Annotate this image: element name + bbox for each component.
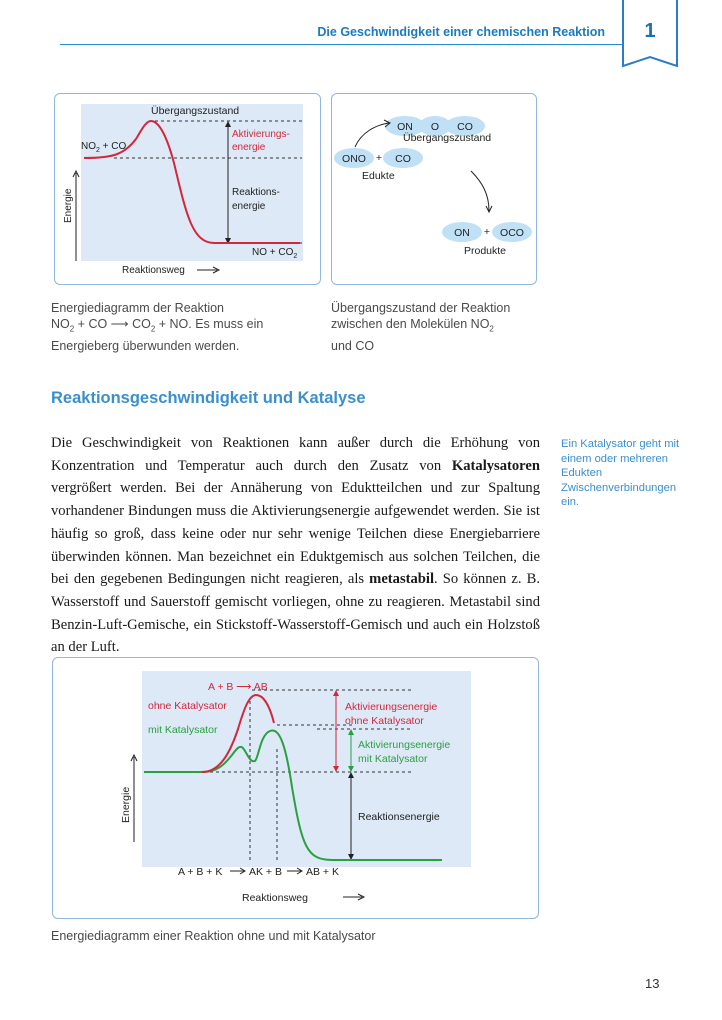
mol-co: CO [395,153,411,165]
d1-reaction-label-1: Reaktions- [232,187,280,198]
d3-reaction-label: Reaktionsenergie [358,811,440,823]
mol-co-top: CO [457,121,473,133]
energy-diagram [54,93,322,287]
mol-oco: OCO [500,227,524,239]
d3-act-with-1: Aktivierungsenergie [358,739,451,751]
catalyst-energy-diagram [52,657,542,923]
d3-act-without-1: Aktivierungsenergie [345,701,438,713]
d2-reactants-label: Edukte [362,170,395,182]
d1-transition-label: Übergangszustand [151,105,240,117]
d2-plus-2: + [483,226,491,238]
mol-on-product: ON [454,227,470,239]
d1-reactants-label: $NO_2$ + CO [81,141,127,154]
d2-products-label: Produkte [464,245,507,257]
d3-path-label-1: A + B + K [178,866,223,878]
diagram2-caption [331,300,551,354]
mol-on-top: ON [397,121,413,133]
d2-caption-line1: Übergangszustand der Reaktion [331,301,511,315]
d1-products-label: NO + $CO_2$ [252,247,298,260]
d1-axis-y: Energie [63,188,74,223]
section-heading: Reaktionsgeschwindigkeit und Katalyse [51,389,366,407]
d1-activation-label-1: Aktivierungs- [232,129,290,140]
running-header-title: Die Geschwindigkeit einer chemischen Reaktion [317,25,605,39]
margin-note: Ein Katalysator geht mit einem oder mehreren Edukten Zwischenverbindungen ein. [561,438,680,508]
d3-act-with-2: mit Katalysator [358,753,428,765]
transition-state-diagram [331,93,539,287]
diagram3-caption: Energiediagramm einer Reaktion ohne und mit Katalysator [51,929,376,943]
d3-with-label: mit Katalysator [148,724,218,736]
d3-path-label-3: AB + K [306,866,339,878]
mol-o-top: O [430,121,440,133]
d2-plus-1: + [375,152,383,164]
header-rule [60,44,622,45]
d2-transition-label: Übergangszustand [403,132,492,144]
d1-caption-line3: Energieberg überwunden werden. [51,338,240,353]
chapter-number: 1 [644,20,656,42]
d3-act-without-2: ohne Katalysator [345,715,424,727]
page-number: 13 [645,976,660,991]
d1-caption-line1: Energiediagramm der Reaktion [51,301,225,315]
d3-path-label-2: AK + B [249,866,282,878]
d1-axis-x: Reaktionsweg [122,265,185,276]
d3-top-label: A + B ⟶ AB [208,681,268,693]
d3-axis-y: Energie [120,786,132,823]
d1-activation-label-2: energie [232,142,266,153]
d3-without-label: ohne Katalysator [148,700,227,712]
d1-reaction-label-2: energie [232,201,266,212]
d2-caption-line3: und CO [331,338,375,353]
d2-caption-line2: zwischen den Molekülen $NO_2$ [331,317,494,334]
body-paragraph: Die Geschwindigkeit von Reaktionen kann außer durch die Erhöhung von Konzentration und Temperatur auch durch den Zusatz von Katalysatoren vergrößert werden. Bei der Annäherung von Eduktteilchen und zur Spaltung vorhandener Bindungen muss die Aktivierungsenergie aufgewendet werden. Sie ist häufig so groß, dass keine oder nur sehr wenige Teilchen diese Energiebarriere überwinden können. Man bezeichnet ein Eduktgemisch aus solchen Teilchen, die bei den gegebenen Bedingungen nicht reagieren, als metastabil. So können z. B. Wasserstoff und Sauerstoff gemischt vorliegen, ohne zu reagieren. Metastabil sind Benzin-Luft-Gemische, ein Stickstoff-Wasserstoff-Gemisch und auch ein Holzstoß an der Luft. [51,435,540,656]
d1-caption-line2: $NO_2$ + CO ⟶ $CO_2$ + NO. Es muss ein [51,317,264,334]
d3-axis-x: Reaktionsweg [242,892,308,904]
mol-ono: ONO [342,153,366,165]
diagram1-caption [51,300,321,354]
